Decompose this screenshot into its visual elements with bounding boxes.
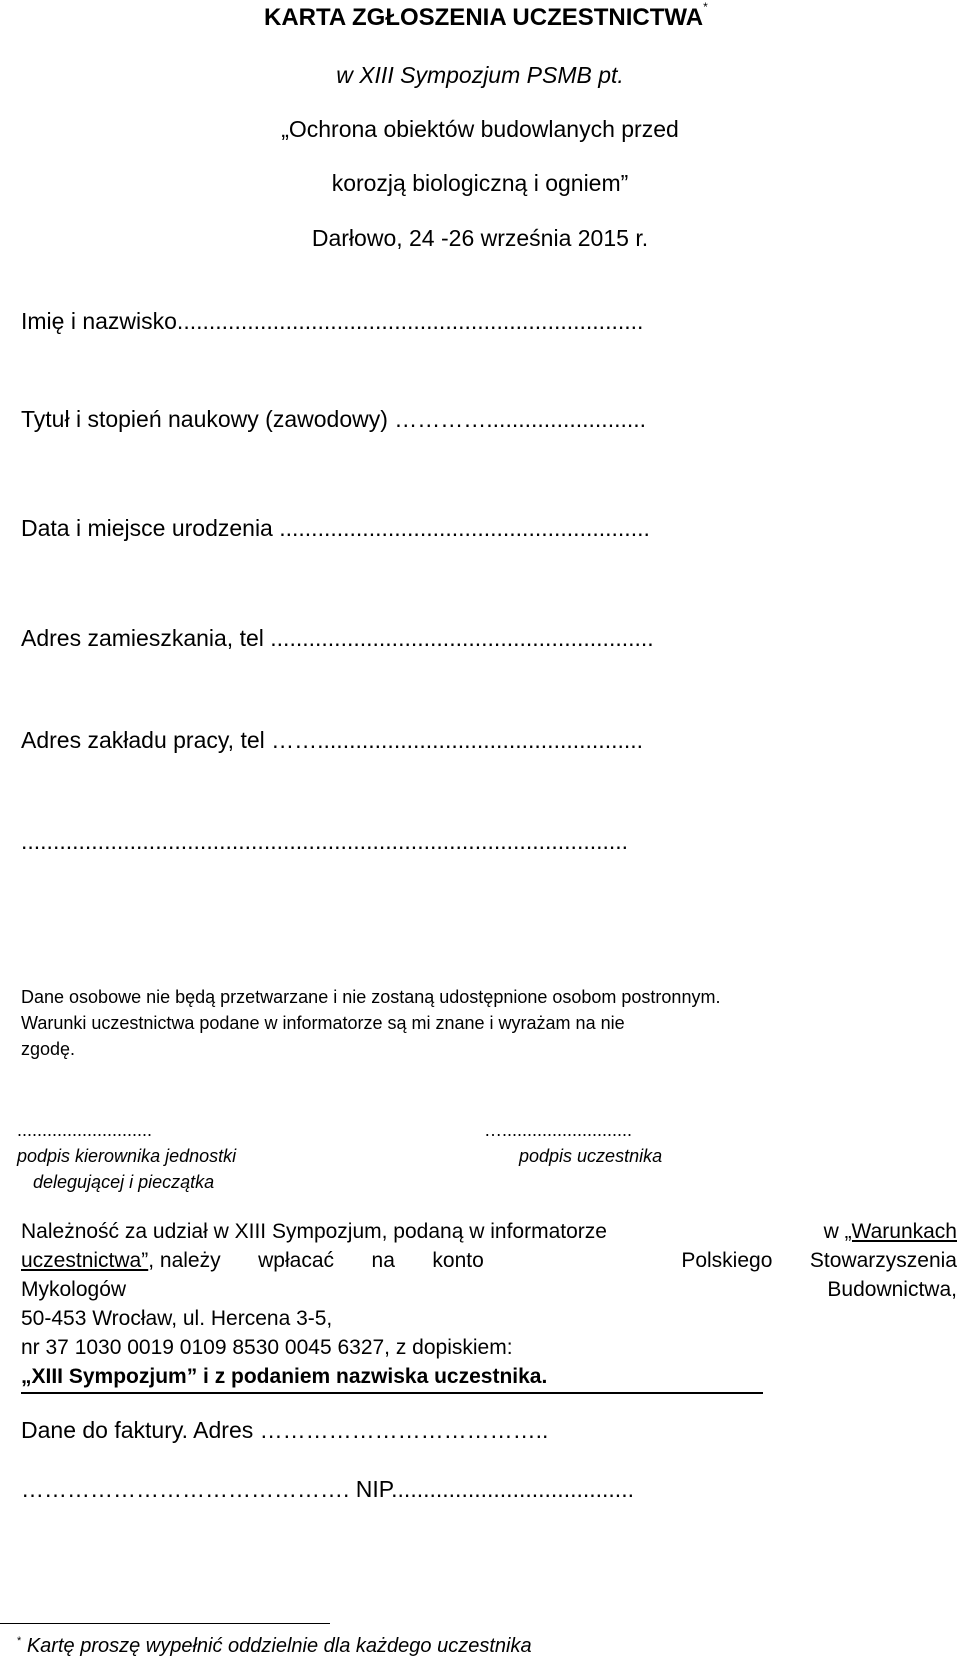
- divider: [21, 1392, 763, 1394]
- conditions-link[interactable]: „Warunkach: [844, 1220, 957, 1243]
- work-address-field[interactable]: Adres zakładu pracy, tel ……...................................................: [21, 727, 644, 753]
- manager-signature-line[interactable]: ...........................: [17, 1120, 153, 1140]
- symposium-topic-line1: „Ochrona obiektów budowlanych przed: [281, 116, 679, 142]
- symposium-line: w XIII Sympozjum PSMB pt.: [336, 62, 624, 88]
- name-field[interactable]: Imię i nazwisko.........................................................................: [21, 308, 644, 334]
- manager-signature-label: podpis kierownika jednostki: [17, 1146, 237, 1166]
- footnote: * Kartę proszę wypełnić oddzielnie dla każdego uczestnika: [17, 1635, 532, 1657]
- symposium-place-date: Darłowo, 24 -26 września 2015 r.: [311, 225, 649, 251]
- invoice-nip-field[interactable]: ……………………………………. NIP......................................: [21, 1476, 634, 1502]
- manager-signature-label2: delegującej i pieczątka: [33, 1172, 215, 1192]
- account-number: nr 37 1030 0019 0109 8530 0045 6327, z dopiskiem:: [21, 1336, 513, 1359]
- degree-field[interactable]: Tytuł i stopień naukowy (zawodowy) ………….........................: [21, 406, 647, 432]
- participant-signature-line[interactable]: …..........................: [484, 1120, 633, 1140]
- form-title: KARTA ZGŁOSZENIA UCZESTNICTWA*: [264, 0, 708, 31]
- work-address-continuation-field[interactable]: ...............................................................................................: [21, 828, 629, 854]
- payment-line1: Należność za udział w XIII Sympozjum, podaną w informatorze w „Warunkach: [21, 1220, 957, 1243]
- participant-signature-label: podpis uczestnika: [519, 1146, 663, 1166]
- footnote-separator: [0, 1623, 330, 1624]
- footnote-marker: *: [703, 0, 708, 14]
- symposium-topic-line2: korozją biologiczną i ogniem”: [331, 170, 629, 196]
- consent-line3: zgodę.: [21, 1039, 76, 1059]
- consent-line1: Dane osobowe nie będą przetwarzane i nie zostaną udostępnione osobom postronnym.: [21, 987, 721, 1007]
- payment-line2: uczestnictwa”, należy wpłacać na konto Polskiego Stowarzyszenia: [21, 1249, 957, 1272]
- invoice-address-field[interactable]: Dane do faktury. Adres ………………………………..: [21, 1417, 549, 1443]
- consent-line2: Warunki uczestnictwa podane w informatorze są mi znane i wyrażam na nie: [21, 1013, 625, 1033]
- home-address-field[interactable]: Adres zamieszkania, tel ............................................................: [21, 625, 654, 651]
- transfer-title: „XIII Sympozjum” i z podaniem nazwiska uczestnika.: [21, 1365, 548, 1388]
- payment-line3: Mykologów Budownictwa,: [21, 1278, 957, 1301]
- conditions-link-cont[interactable]: uczestnictwa”: [21, 1249, 149, 1272]
- payment-line4: 50-453 Wrocław, ul. Hercena 3-5,: [21, 1307, 333, 1330]
- birth-field[interactable]: Data i miejsce urodzenia ..........................................................: [21, 515, 650, 541]
